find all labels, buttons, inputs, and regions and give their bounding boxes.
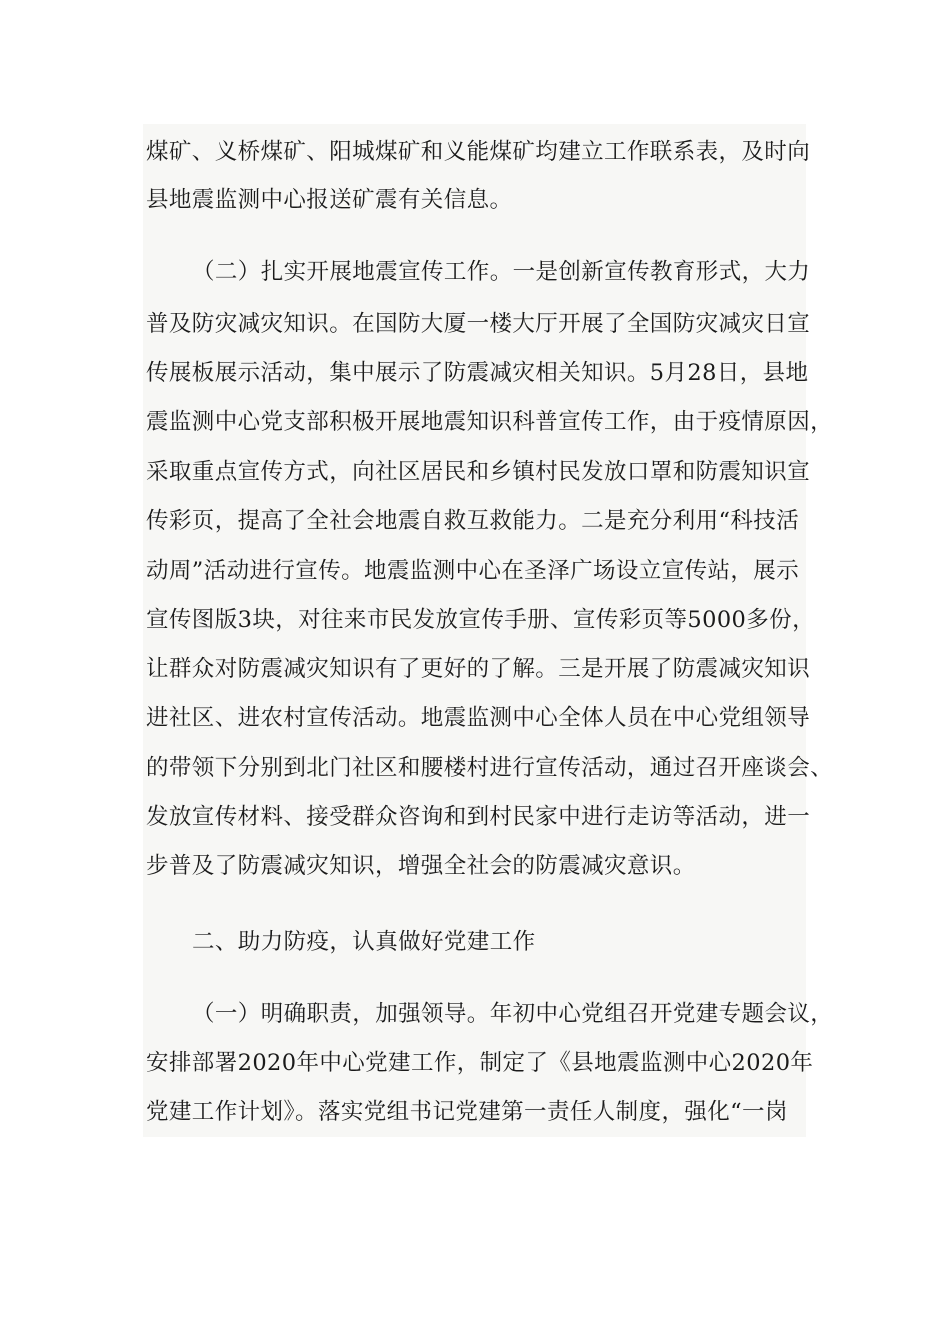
text-line: 普及防灾减灾知识。在国防大厦一楼大厅开展了全国防灾减灾日宣 bbox=[146, 311, 811, 337]
text-line: 让群众对防震减灾知识有了更好的了解。三是开展了防震减灾知识 bbox=[146, 656, 811, 682]
text-line: 传展板展示活动，集中展示了防震减灾相关知识。5月28日，县地 bbox=[146, 360, 809, 386]
text-line: 震监测中心党支部积极开展地震知识科普宣传工作，由于疫情原因， bbox=[146, 409, 834, 435]
text-line: 传彩页，提高了全社会地震自救互救能力。二是充分利用“科技活 bbox=[146, 508, 800, 534]
section-heading: 二、助力防疫，认真做好党建工作 bbox=[192, 929, 536, 955]
text-line: 进社区、进农村宣传活动。地震监测中心全体人员在中心党组领导 bbox=[146, 705, 811, 731]
paragraph-heading: （二）扎实开展地震宣传工作。一是创新宣传教育形式，大力 bbox=[192, 259, 811, 285]
text-line: 步普及了防震减灾知识，增强全社会的防震减灾意识。 bbox=[146, 853, 696, 879]
text-line: 的带领下分别到北门社区和腰楼村进行宣传活动，通过召开座谈会、 bbox=[146, 755, 834, 781]
text-line: 党建工作计划》。落实党组书记党建第一责任人制度，强化“一岗 bbox=[146, 1099, 788, 1125]
text-line: 宣传图版3块，对往来市民发放宣传手册、宣传彩页等5000多份， bbox=[146, 607, 815, 633]
text-line: 发放宣传材料、接受群众咨询和到村民家中进行走访等活动，进一 bbox=[146, 804, 811, 830]
text-line: 煤矿、义桥煤矿、阳城煤矿和义能煤矿均建立工作联系表，及时向 bbox=[146, 139, 811, 165]
text-line: 县地震监测中心报送矿震有关信息。 bbox=[146, 187, 513, 213]
text-line: 动周”活动进行宣传。地震监测中心在圣泽广场设立宣传站，展示 bbox=[146, 558, 800, 584]
text-line: 采取重点宣传方式，向社区居民和乡镇村民发放口罩和防震知识宣 bbox=[146, 459, 811, 485]
paragraph-heading: （一）明确职责，加强领导。年初中心党组召开党建专题会议， bbox=[192, 1001, 834, 1027]
text-line: 安排部署2020年中心党建工作，制定了《县地震监测中心2020年 bbox=[146, 1050, 814, 1076]
